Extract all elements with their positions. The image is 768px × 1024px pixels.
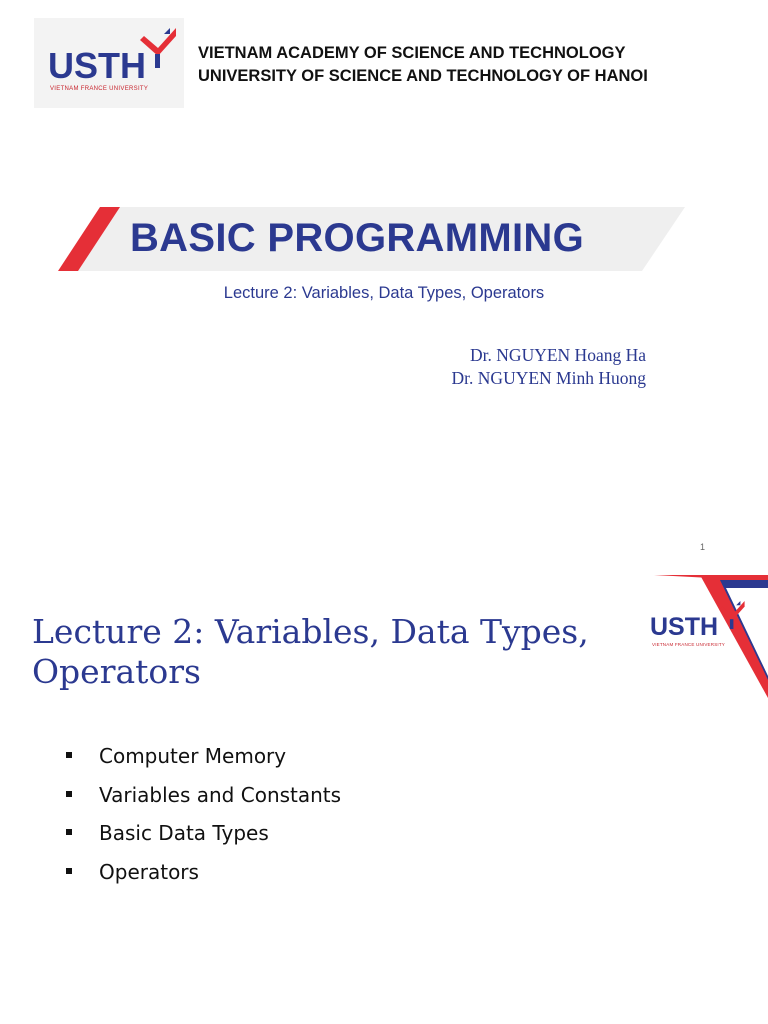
bullet-square-icon (66, 868, 72, 874)
logo-tagline: VIETNAM FRANCE UNIVERSITY (652, 642, 726, 647)
list-item-text: Variables and Constants (99, 782, 342, 807)
bullet-square-icon (66, 791, 72, 797)
slide-title: Lecture 2: Variables, Data Types, Operators (32, 612, 589, 691)
author-2: Dr. NGUYEN Minh Huong (451, 368, 646, 388)
list-item-text: Computer Memory (99, 744, 287, 768)
list-item-text: Basic Data Types (99, 821, 269, 845)
institution-name-university: UNIVERSITY OF SCIENCE AND TECHNOLOGY OF HANOI (198, 67, 648, 85)
logo-emblem-icon (718, 599, 746, 631)
bullet-square-icon (66, 752, 72, 758)
logo-wordmark: USTH (650, 613, 719, 641)
institution-name-academy: VIETNAM ACADEMY OF SCIENCE AND TECHNOLOGY (198, 44, 626, 62)
author-1: Dr. NGUYEN Hoang Ha (470, 345, 646, 365)
list-item-text: Operators (99, 859, 199, 884)
course-title: BASIC PROGRAMMING (130, 216, 584, 260)
bullet-square-icon (66, 829, 72, 835)
page-number: 1 (700, 542, 706, 552)
usth-logo-small (646, 596, 756, 656)
logo-wordmark: USTH (48, 45, 146, 86)
outline-slide (0, 568, 768, 1024)
logo-tagline: VIETNAM FRANCE UNIVERSITY (50, 86, 149, 92)
lecture-subtitle: Lecture 2: Variables, Data Types, Operators (223, 284, 545, 302)
